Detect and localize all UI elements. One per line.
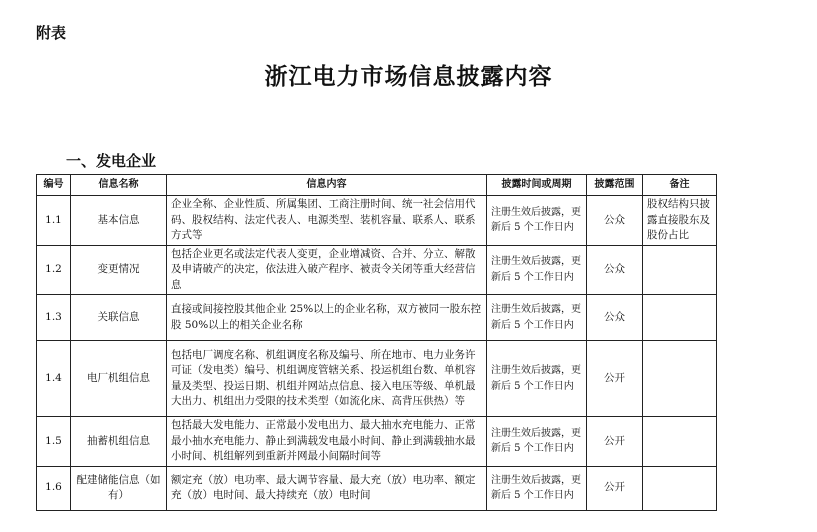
row-disclosure-scope: 公开 (587, 417, 643, 467)
row-remarks (643, 245, 717, 295)
table-row (37, 341, 717, 417)
header-remarks: 备注 (643, 175, 717, 196)
row-number: 1.2 (37, 245, 71, 295)
row-info-name: 关联信息 (71, 295, 167, 341)
row-info-name: 变更情况 (71, 245, 167, 295)
row-info-content: 企业全称、企业性质、所属集团、工商注册时间、统一社会信用代码、股权结构、法定代表人、电源类型、装机容量、联系人、联系方式等 (167, 196, 487, 246)
row-disclosure-time: 注册生效后披露，更新后 5 个工作日内 (487, 196, 587, 246)
row-disclosure-scope: 公众 (587, 245, 643, 295)
row-remarks: 股权结构只披露直接股东及股份占比 (643, 196, 717, 246)
row-number: 1.1 (37, 196, 71, 246)
row-info-name: 基本信息 (71, 196, 167, 246)
row-number: 1.5 (37, 417, 71, 467)
row-info-content: 包括企业更名或法定代表人变更，企业增减资、合并、分立、解散及申请破产的决定，依法进入破产程序、被责令关闭等重大经营信息 (167, 245, 487, 295)
row-disclosure-scope: 公众 (587, 196, 643, 246)
row-disclosure-time: 注册生效后披露，更新后 5 个工作日内 (487, 417, 587, 467)
table-row (37, 196, 717, 246)
row-disclosure-scope: 公开 (587, 466, 643, 510)
row-disclosure-time: 注册生效后披露，更新后 5 个工作日内 (487, 295, 587, 341)
table-row (37, 295, 717, 341)
table-row (37, 417, 717, 467)
row-info-content: 额定充（放）电功率、最大调节容量、最大充（放）电功率、额定充（放）电时间、最大持续充（放）电时间 (167, 466, 487, 510)
row-number: 1.6 (37, 466, 71, 510)
row-info-name: 电厂机组信息 (71, 341, 167, 417)
row-disclosure-time: 注册生效后披露，更新后 5 个工作日内 (487, 245, 587, 295)
row-info-name: 抽蓄机组信息 (71, 417, 167, 467)
row-number: 1.3 (37, 295, 71, 341)
header-disclosure-time: 披露时间或周期 (487, 175, 587, 196)
header-disclosure-scope: 披露范围 (587, 175, 643, 196)
row-remarks (643, 417, 717, 467)
table-row (37, 466, 717, 510)
row-disclosure-time: 注册生效后披露，更新后 5 个工作日内 (487, 341, 587, 417)
row-disclosure-scope: 公众 (587, 295, 643, 341)
row-info-content: 直接或间接控股其他企业 25%以上的企业名称，双方被同一股东控股 50%以上的相关企业名称 (167, 295, 487, 341)
row-remarks (643, 466, 717, 510)
section-heading: 一、发电企业 (66, 152, 157, 170)
document-title: 浙江电力市场信息披露内容 (264, 64, 553, 90)
header-info-content: 信息内容 (167, 175, 487, 196)
row-disclosure-time: 注册生效后披露，更新后 5 个工作日内 (487, 466, 587, 510)
table-header-row (37, 175, 717, 196)
appendix-label: 附表 (36, 24, 67, 42)
row-number: 1.4 (37, 341, 71, 417)
row-info-name: 配建储能信息（如有） (71, 466, 167, 510)
header-info-name: 信息名称 (71, 175, 167, 196)
row-remarks (643, 341, 717, 417)
disclosure-table (36, 174, 717, 511)
table-row (37, 245, 717, 295)
row-info-content: 包括最大发电能力、正常最小发电出力、最大抽水充电能力、正常最小抽水充电能力、静止到满载发电最小时间、静止到满载抽水最小时间、机组解列到重新并网最小间隔时间等 (167, 417, 487, 467)
row-info-content: 包括电厂调度名称、机组调度名称及编号、所在地市、电力业务许可证（发电类）编号、机组调度管辖关系、投运机组台数、单机容量及类型、投运日期、机组并网站点信息、接入电压等级、单机最大出力、机组出力受限的技术类型（如流化床、高背压供热）等 (167, 341, 487, 417)
row-disclosure-scope: 公开 (587, 341, 643, 417)
row-remarks (643, 295, 717, 341)
header-number: 编号 (37, 175, 71, 196)
